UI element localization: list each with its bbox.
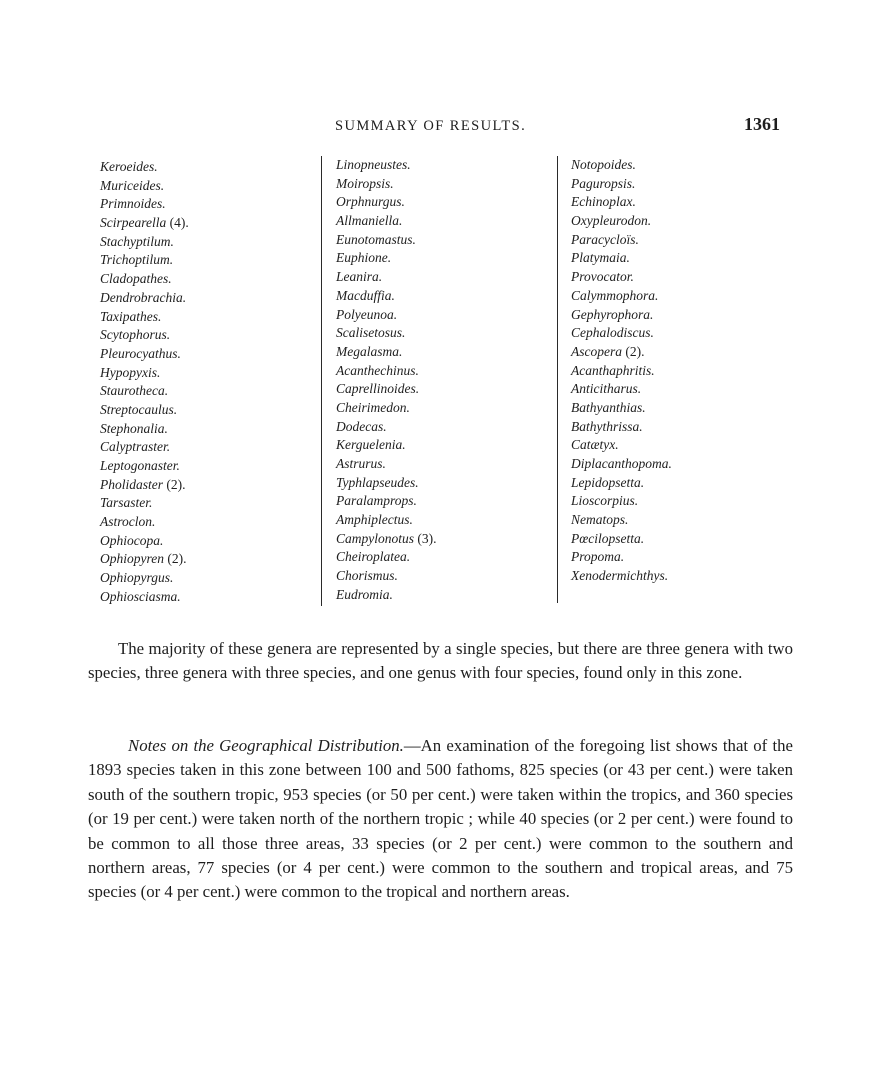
genus-entry <box>100 214 189 233</box>
genus-entry <box>100 494 189 513</box>
genus-name: Echinoplax. <box>571 194 636 210</box>
genus-entry <box>100 382 189 401</box>
genus-name: Typhlapseudes. <box>336 474 419 490</box>
genus-name: Taxipathes. <box>100 308 162 324</box>
genus-name: Eudromia. <box>336 586 393 602</box>
genus-entry <box>571 455 672 474</box>
genus-entry <box>571 511 672 530</box>
genus-entry <box>571 175 672 194</box>
notes-paragraph <box>88 734 793 905</box>
page-number: 1361 <box>744 114 780 134</box>
genus-name: Leptogonaster. <box>100 458 180 473</box>
genus-entry <box>100 513 189 532</box>
summary-paragraph: The majority of these genera are represented by a single species, but there are three genera with two species, three genera with three species, and one genus with four species, found only in this zone. <box>88 639 793 683</box>
genus-entry <box>100 420 189 439</box>
genus-name: Paralamprops. <box>336 493 417 509</box>
genus-name: Polyeunoa. <box>336 306 398 322</box>
genus-name: Cheiroplatea. <box>336 549 411 565</box>
genus-entry <box>336 306 437 325</box>
genus-entry <box>100 326 189 345</box>
genus-entry <box>336 567 437 586</box>
genus-entry <box>100 457 189 476</box>
genus-entry <box>336 324 437 343</box>
genus-entry <box>100 158 189 177</box>
genus-entry <box>336 586 437 605</box>
genus-name: Allmaniella. <box>336 213 403 229</box>
genus-name: Dodecas. <box>336 418 387 434</box>
column-divider <box>321 156 322 606</box>
genus-entry <box>571 399 672 418</box>
genus-name: Gephyrophora. <box>571 306 654 322</box>
genus-entry <box>571 324 672 343</box>
genus-name: Amphiplectus. <box>336 512 413 528</box>
genus-name: Scirpearella <box>100 215 167 231</box>
genus-name: Stephonalia. <box>100 420 168 436</box>
genus-entry <box>571 306 672 325</box>
genus-entry <box>336 231 437 250</box>
genus-entry <box>100 195 189 214</box>
genus-name: Anticitharus. <box>571 381 642 397</box>
genus-name: Staurotheca. <box>100 383 169 399</box>
notes-heading: Notes on the Geographical Distribution. <box>128 736 404 755</box>
genus-entry <box>571 492 672 511</box>
species-count: (3). <box>417 530 437 546</box>
genus-name: Oxypleurodon. <box>571 213 652 229</box>
genus-entry <box>571 567 672 586</box>
genus-name: Propoma. <box>571 549 625 565</box>
genus-name: Cheirimedon. <box>336 399 410 415</box>
genus-name: Pholidaster <box>100 476 163 492</box>
genus-entry <box>336 548 437 567</box>
genus-name: Ophiocopa. <box>100 532 164 548</box>
genus-entry <box>100 588 189 607</box>
genus-name: Macduffia. <box>336 287 395 303</box>
genus-entry <box>100 550 189 569</box>
notes-body: —An examination of the foregoing list shows that of the 1893 species taken in this zone between 100 and 500 fathoms, 825 species (or 43 per cent.) were taken south of the southern tropic, 953 species (or 50 per cent.) were taken within the tropics, and 360 species (or 19 per cent.) were taken north of the northern tropic ; while 40 species (or 2 per cent.) were found to be common to all those three areas, 33 species (or 2 per cent.) were common to the southern and northern areas, 77 species (or 4 per cent.) were common to the southern and tropical areas, and 75 species (or 4 per cent.) were common to the tropical and northern areas. <box>88 736 793 902</box>
genus-name: Orphnurgus. <box>336 194 405 210</box>
genus-entry <box>571 249 672 268</box>
genus-name: Acanthechinus. <box>336 362 419 378</box>
genus-name: Xenodermichthys. <box>571 568 669 584</box>
genus-name: Moiropsis. <box>336 175 394 191</box>
genus-entry <box>571 474 672 493</box>
genus-entry <box>336 492 437 511</box>
genus-name: Eunotomastus. <box>336 231 416 247</box>
genus-name: Hypopyxis. <box>100 364 161 380</box>
genus-name: Nematops. <box>571 512 629 528</box>
genus-name: Ophiosciasma. <box>100 588 181 604</box>
genus-entry <box>100 308 189 327</box>
genus-name: Astrurus. <box>336 456 386 471</box>
genus-entry <box>100 364 189 383</box>
genus-entry <box>571 287 672 306</box>
genus-entry <box>336 287 437 306</box>
genus-name: Linopneustes. <box>336 157 411 172</box>
genus-name: Paguropsis. <box>571 175 636 191</box>
genus-name: Trichoptilum. <box>100 252 174 268</box>
genus-name: Scytophorus. <box>100 327 171 343</box>
species-count: (2). <box>167 551 187 567</box>
species-count: (2). <box>166 476 186 492</box>
species-count: (4). <box>169 215 189 231</box>
genus-name: Lepidopsetta. <box>571 474 645 490</box>
genera-column-1 <box>100 158 189 607</box>
genus-entry <box>100 345 189 364</box>
genus-name: Bathythrissa. <box>571 418 643 434</box>
genus-name: Acanthaphritis. <box>571 362 655 378</box>
genus-entry <box>336 399 437 418</box>
running-title: SUMMARY OF RESULTS. <box>335 118 527 134</box>
genus-name: Tarsaster. <box>100 495 153 511</box>
genus-entry <box>100 476 189 495</box>
genus-entry <box>336 362 437 381</box>
genus-name: Chorismus. <box>336 568 398 584</box>
genus-entry <box>571 418 672 437</box>
genus-entry <box>100 569 189 588</box>
genus-name: Pleurocyathus. <box>100 345 181 361</box>
page-header <box>0 114 880 138</box>
genus-entry <box>336 193 437 212</box>
genus-entry <box>571 380 672 399</box>
genus-name: Cephalodiscus. <box>571 325 654 341</box>
genus-name: Megalasma. <box>336 343 403 359</box>
genus-name: Ascopera <box>571 343 622 359</box>
genus-entry <box>336 156 437 175</box>
column-divider <box>557 156 558 603</box>
genus-entry <box>571 212 672 231</box>
genus-name: Primnoides. <box>100 196 166 212</box>
genus-entry <box>571 268 672 287</box>
genus-entry <box>336 530 437 549</box>
genus-name: Paracycloïs. <box>571 231 639 247</box>
genus-entry <box>100 438 189 457</box>
genus-entry <box>336 455 437 474</box>
genus-name: Stachyptilum. <box>100 233 174 249</box>
genus-name: Ophiopyrgus. <box>100 570 174 586</box>
species-count: (2). <box>625 343 645 359</box>
genus-entry <box>571 231 672 250</box>
genus-entry <box>336 268 437 287</box>
genus-name: Scalisetosus. <box>336 325 406 341</box>
genus-name: Dendrobrachia. <box>100 289 187 305</box>
genus-name: Campylonotus <box>336 530 415 546</box>
genus-entry <box>100 177 189 196</box>
genera-list <box>0 156 880 608</box>
genus-entry <box>336 343 437 362</box>
genus-entry <box>336 511 437 530</box>
genus-name: Cladopathes. <box>100 271 172 287</box>
genus-name: Leanira. <box>336 269 383 285</box>
genus-entry <box>336 474 437 493</box>
genera-column-3 <box>571 156 672 586</box>
genus-name: Astroclon. <box>100 514 156 530</box>
genus-name: Streptocaulus. <box>100 401 178 417</box>
genus-entry <box>336 175 437 194</box>
genus-entry <box>336 418 437 437</box>
genus-entry <box>100 289 189 308</box>
genus-entry <box>571 530 672 549</box>
genus-entry <box>571 548 672 567</box>
genus-entry <box>100 251 189 270</box>
genus-name: Platymaia. <box>571 250 630 266</box>
genus-entry <box>336 380 437 399</box>
genus-entry <box>571 362 672 381</box>
genus-entry <box>100 401 189 420</box>
genus-entry <box>100 270 189 289</box>
genus-entry <box>336 249 437 268</box>
genus-name: Catætyx. <box>571 437 619 453</box>
genus-name: Provocator. <box>571 269 634 285</box>
genus-name: Notopoides. <box>571 157 636 172</box>
genus-name: Diplacanthopoma. <box>571 456 672 471</box>
genus-name: Kerguelenia. <box>336 437 406 453</box>
genus-name: Caprellinoides. <box>336 381 420 397</box>
genus-entry <box>100 233 189 252</box>
genus-entry <box>571 343 672 362</box>
genera-column-2 <box>336 156 437 605</box>
genus-name: Bathyanthias. <box>571 399 646 415</box>
genus-name: Calyptraster. <box>100 439 171 455</box>
genus-name: Euphione. <box>336 250 392 266</box>
genus-name: Pœcilopsetta. <box>571 530 645 546</box>
genus-name: Keroeides. <box>100 159 158 174</box>
genus-entry <box>571 156 672 175</box>
genus-name: Ophiopyren <box>100 551 164 567</box>
genus-entry <box>336 212 437 231</box>
genus-name: Lioscorpius. <box>571 493 639 509</box>
genus-entry <box>571 193 672 212</box>
genus-entry <box>336 436 437 455</box>
genus-entry <box>571 436 672 455</box>
genus-name: Calymmophora. <box>571 287 659 303</box>
genus-entry <box>100 532 189 551</box>
genus-name: Muriceides. <box>100 177 165 193</box>
